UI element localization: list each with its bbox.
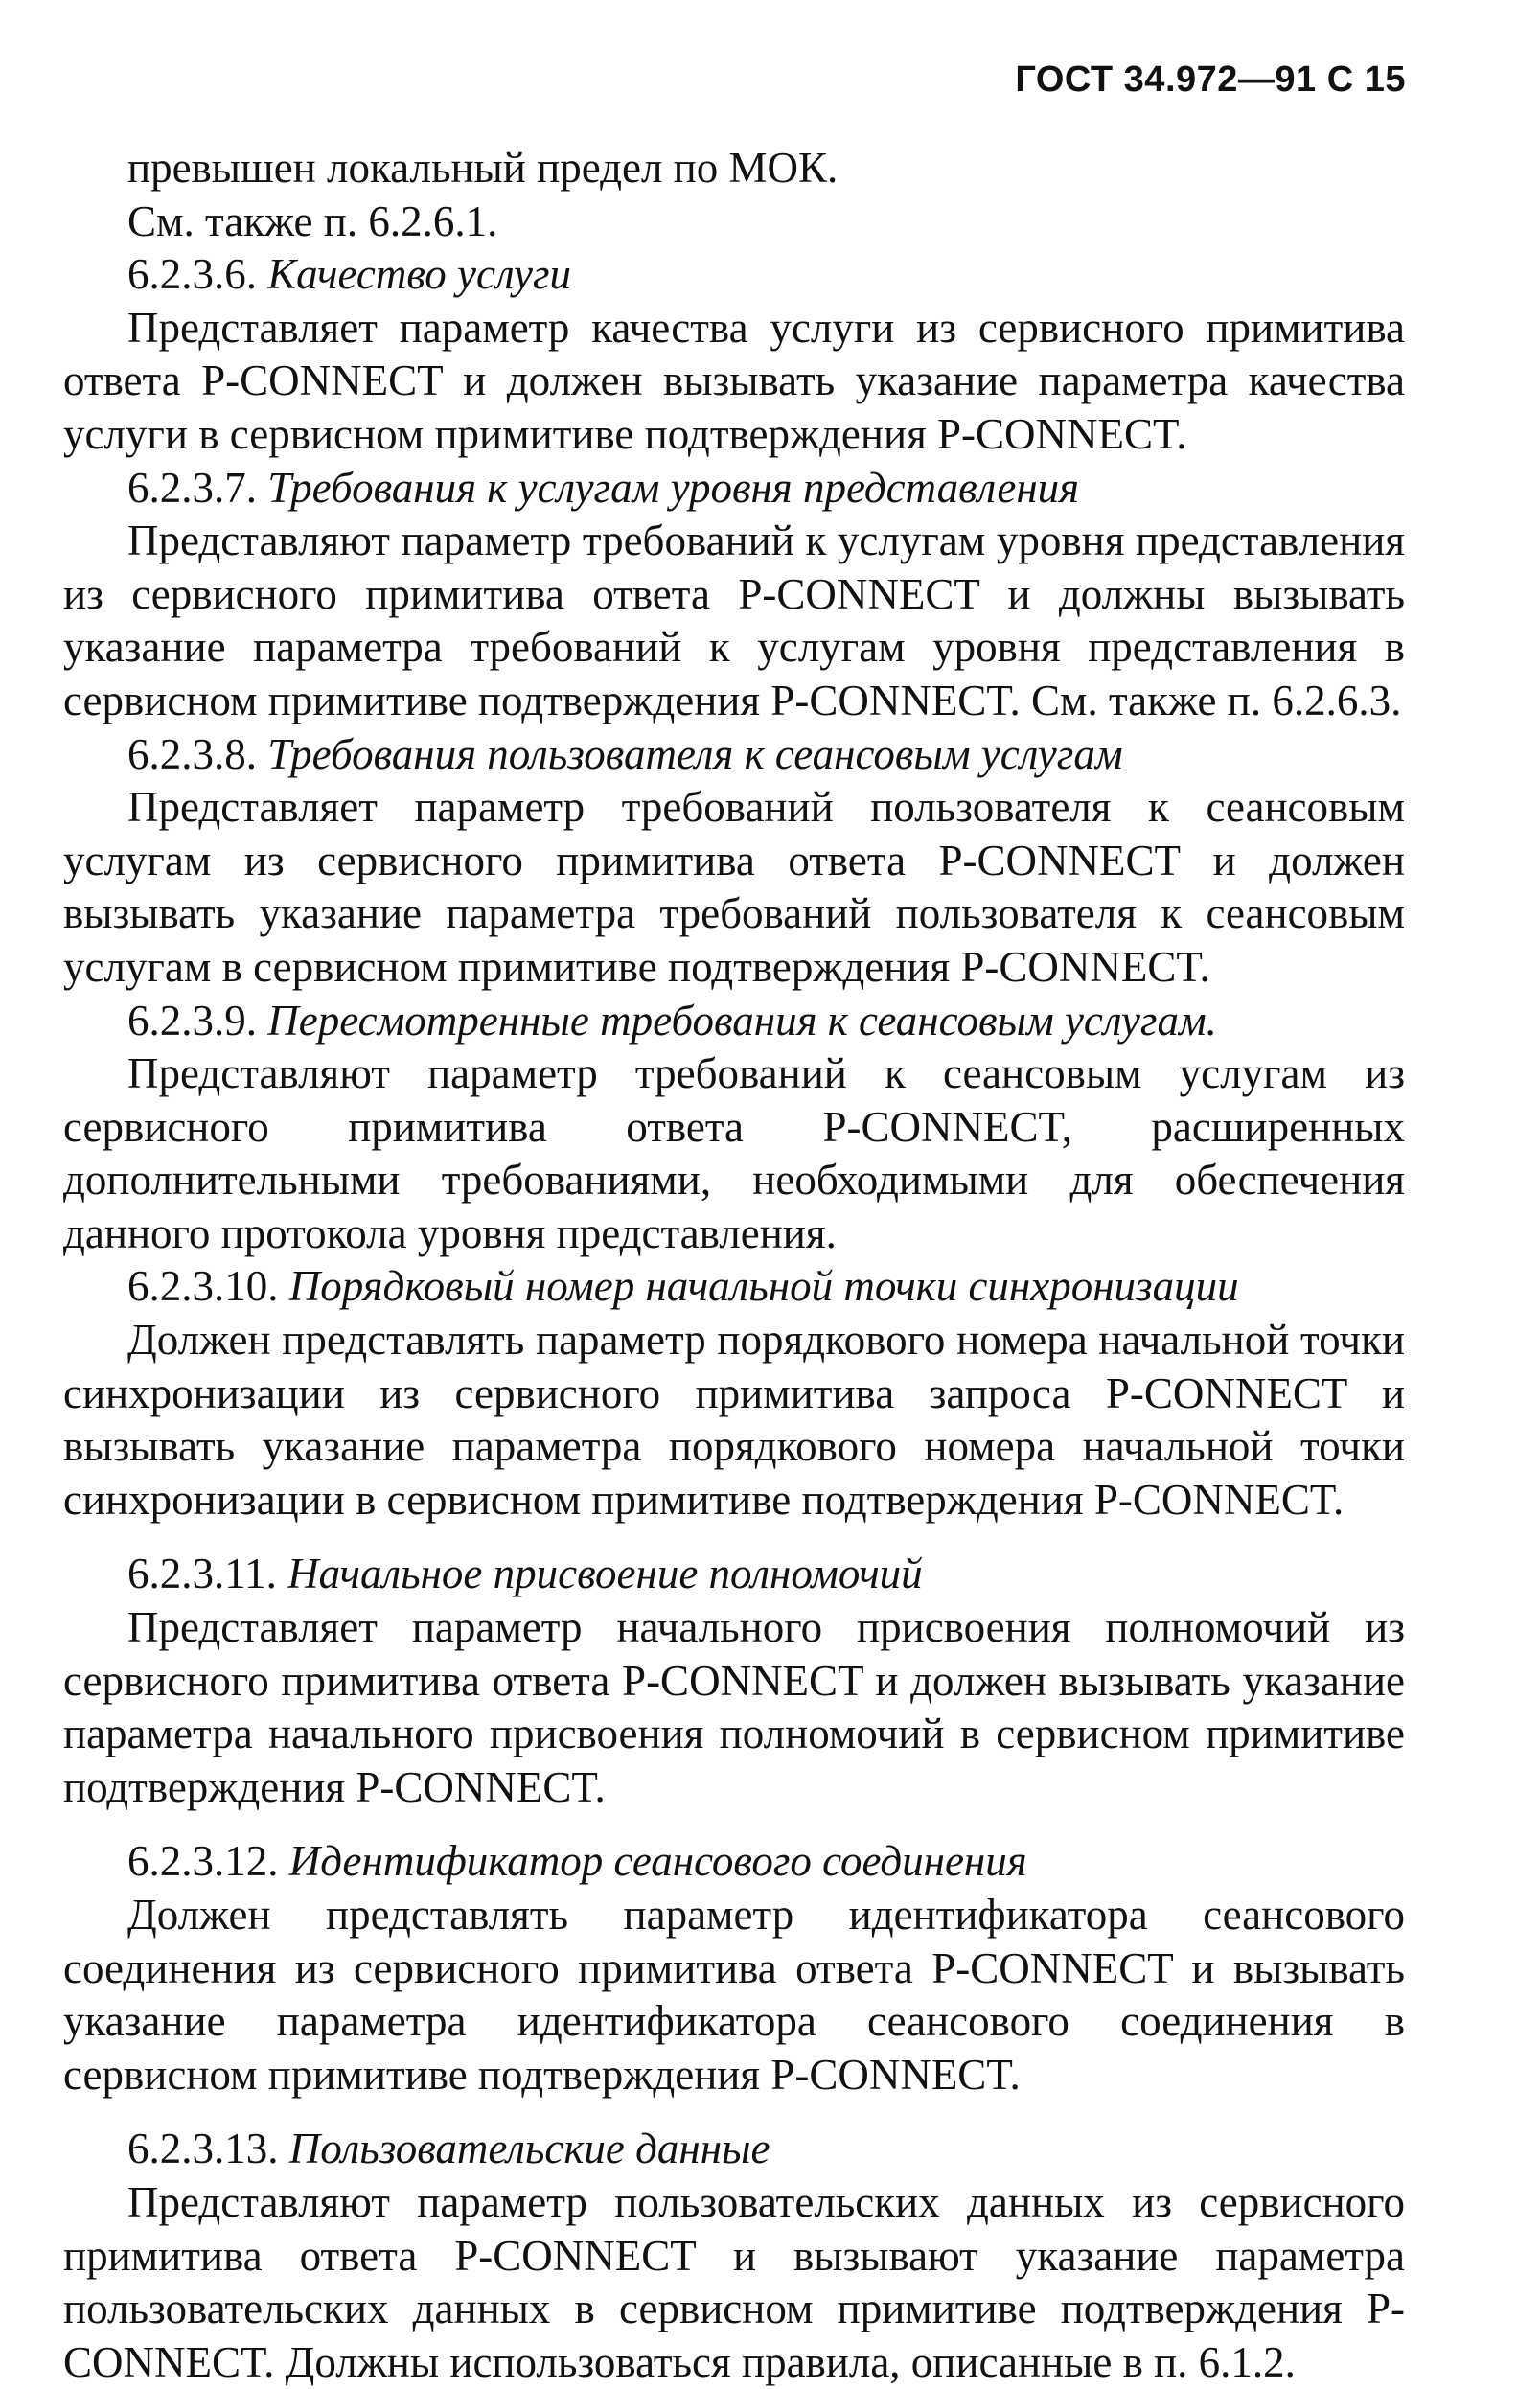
- section-title: Начальное присвоение полномочий: [287, 1550, 923, 1598]
- paragraph: Представляет параметр требований пользователя к сеансовым услугам из сервисного примитива ответа P-CONNECT и должен вызывать указание параметра требований пользователя к сеансовым услугам в сервисном примитиве подтверждения P-CONNECT.: [63, 783, 1405, 991]
- section-title: Требования к услугам уровня представления: [267, 463, 1080, 512]
- running-header: ГОСТ 34.972—91 С 15: [1015, 59, 1406, 100]
- paragraph: Представляют параметр пользовательских данных из сервисного примитива ответа P-CONNECT и вызывают указание параметра пользовательских данных в сервисном примитиве подтверждения P-CONNECT. Должны использоваться правила, описанные в п. 6.1.2.: [63, 2177, 1405, 2386]
- section-title: Качество услуги: [267, 250, 572, 299]
- paragraph: Представляют параметр требований к услугам уровня представления из сервисного примитива ответа P-CONNECT и должны вызывать указание параметра требований к услугам уровня представления в сервисном примитиве подтверждения P-CONNECT. См. также п. 6.2.6.3.: [63, 517, 1405, 724]
- section-title: Пользовательские данные: [288, 2125, 770, 2173]
- section-heading-6-2-3-10: [63, 1260, 1405, 1314]
- section-heading-6-2-3-9: [63, 995, 1405, 1048]
- paragraph: превышен локальный предел по МОК.: [127, 144, 839, 192]
- paragraph: Представляет параметр начального присвоения полномочий из сервисного примитива ответа P-CONNECT и должен вызывать указание параметра начального присвоения полномочий в сервисном примитиве подтверждения P-CONNECT.: [63, 1603, 1405, 1811]
- section-number: 6.2.3.11.: [127, 1550, 277, 1598]
- paragraph: См. также п. 6.2.6.1.: [127, 196, 498, 245]
- section-number: 6.2.3.12.: [127, 1837, 279, 1886]
- section-title: Идентификатор сеансового соединения: [288, 1837, 1027, 1886]
- section-heading-6-2-3-13: [63, 2123, 1405, 2176]
- section-heading-6-2-3-11: [63, 1548, 1405, 1601]
- section-number: 6.2.3.7.: [127, 463, 257, 512]
- section-heading-6-2-3-6: [63, 248, 1405, 302]
- paragraph: Должен представлять параметр идентификатора сеансового соединения из сервисного примитива ответа P-CONNECT и вызывать указание параметра идентификатора сеансового соединения в сервисном примитиве подтверждения P-CONNECT.: [63, 1891, 1405, 2099]
- section-number: 6.2.3.10.: [127, 1262, 279, 1311]
- document-body: [63, 142, 1405, 2389]
- section-number: 6.2.3.9.: [127, 996, 257, 1045]
- section-number: 6.2.3.6.: [127, 250, 257, 299]
- section-title: Пересмотренные требования к сеансовым услугам.: [267, 996, 1217, 1045]
- section-title: Требования пользователя к сеансовым услугам: [267, 729, 1123, 778]
- section-heading-6-2-3-8: [63, 728, 1405, 782]
- section-title: Порядковый номер начальной точки синхронизации: [288, 1262, 1239, 1311]
- section-number: 6.2.3.13.: [127, 2125, 279, 2173]
- paragraph: Должен представлять параметр порядкового номера начальной точки синхронизации из сервисного примитива запроса P-CONNECT и вызывать указание параметра порядкового номера начальной точки синхронизации в сервисном примитиве подтверждения P-CONNECT.: [63, 1316, 1405, 1524]
- section-heading-6-2-3-12: [63, 1835, 1405, 1889]
- paragraph: Представляет параметр качества услуги из сервисного примитива ответа P-CONNECT и должен вызывать указание параметра качества услуги в сервисном примитиве подтверждения P-CONNECT.: [63, 303, 1405, 458]
- section-number: 6.2.3.8.: [127, 729, 257, 778]
- section-heading-6-2-3-7: [63, 462, 1405, 516]
- paragraph: Представляют параметр требований к сеансовым услугам из сервисного примитива ответа P-CONNECT, расширенных дополнительными требованиями, необходимыми для обеспечения данного протокола уровня представления.: [63, 1049, 1405, 1257]
